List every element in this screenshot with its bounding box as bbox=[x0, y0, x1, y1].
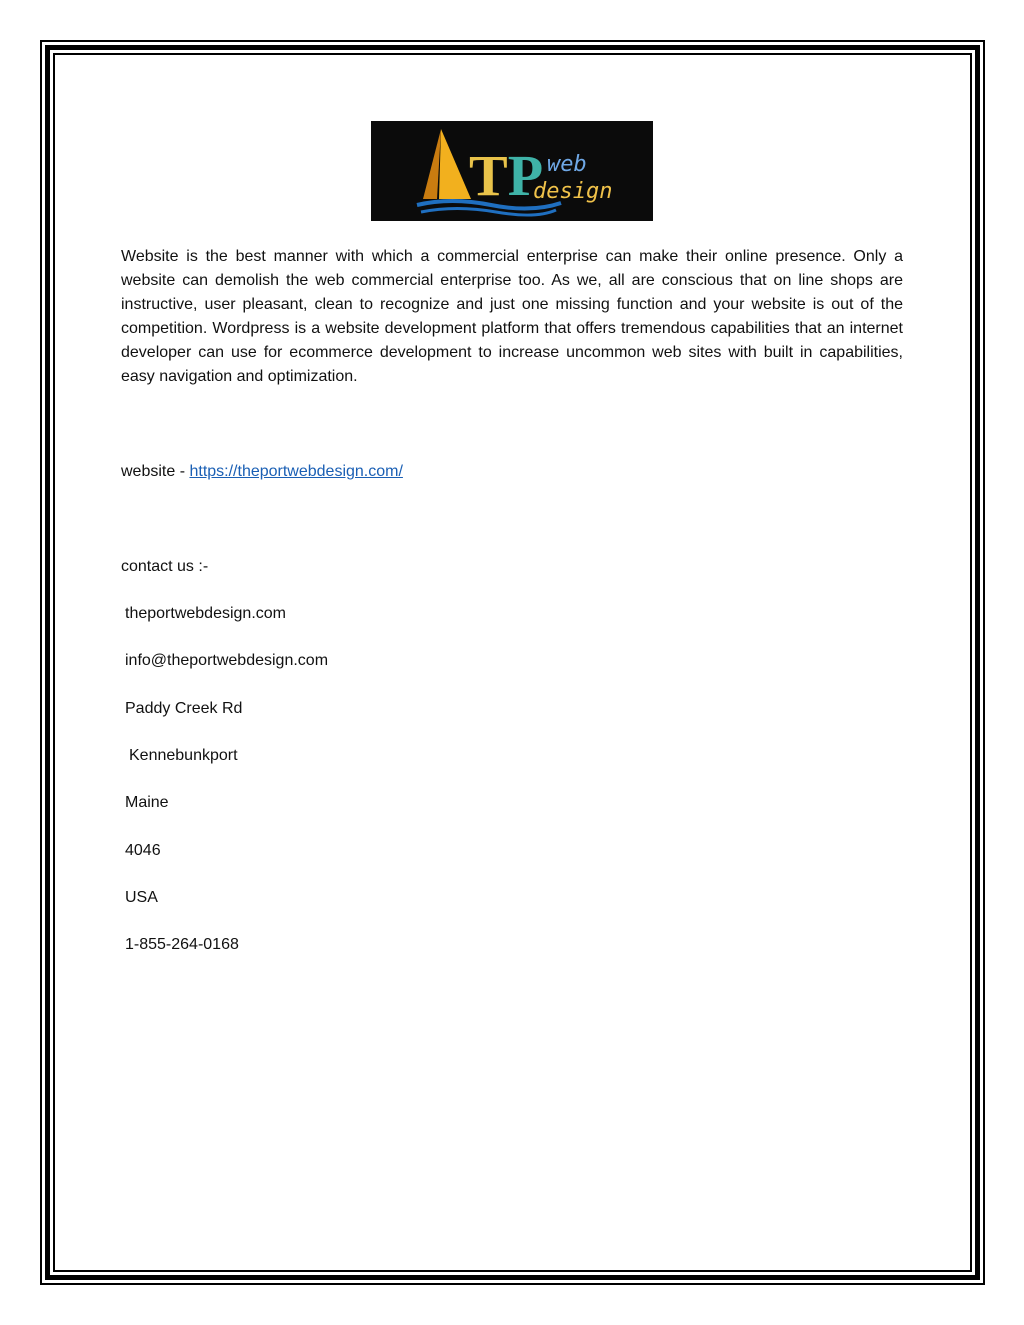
website-label: website - bbox=[121, 463, 190, 480]
contact-domain: theportwebdesign.com bbox=[125, 605, 286, 622]
contact-email: info@theportwebdesign.com bbox=[125, 652, 329, 669]
logo-design: design bbox=[533, 179, 613, 204]
logo-web: web bbox=[547, 152, 587, 177]
contact-heading: contact us :- bbox=[121, 558, 209, 575]
contact-zip: 4046 bbox=[125, 842, 161, 859]
website-link[interactable]: https://theportwebdesign.com/ bbox=[189, 463, 403, 480]
contact-street: Paddy Creek Rd bbox=[125, 700, 243, 717]
website-line bbox=[121, 462, 403, 482]
intro-paragraph: Website is the best manner with which a commercial enterprise can make their online presence. Only a website can demolish the web commercial enterprise too. As we, all are conscious that on line shops are instructive, user pleasant, clean to recognize and just one missing function and your website is out of the competition. Wordpress is a website development platform that offers tremendous capabilities that an internet developer can use for ecommerce development to increase uncommon web sites with built in capabilities, easy navigation and optimization. bbox=[121, 248, 903, 385]
contact-city: Kennebunkport bbox=[129, 747, 238, 764]
contact-country: USA bbox=[125, 889, 158, 906]
sailboat-logo-icon bbox=[371, 121, 653, 221]
contact-state: Maine bbox=[125, 794, 169, 811]
contact-phone: 1-855-264-0168 bbox=[125, 936, 239, 953]
logo-t: TP bbox=[469, 143, 544, 208]
company-logo bbox=[371, 121, 653, 221]
